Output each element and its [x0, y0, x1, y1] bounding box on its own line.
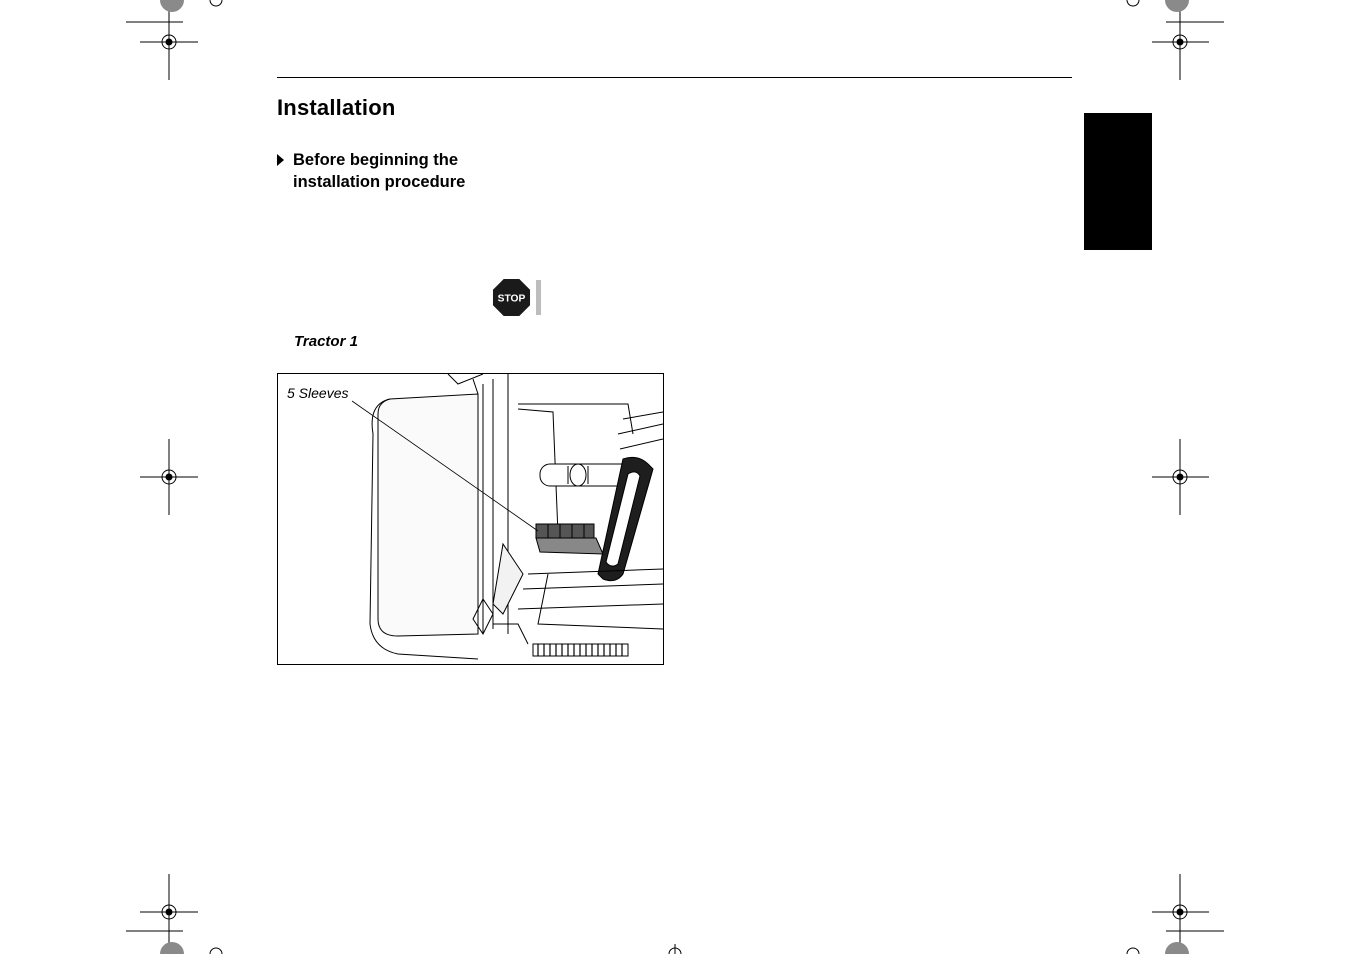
stop-sign-icon [492, 278, 531, 317]
warning-bar [536, 280, 541, 315]
header-rule [277, 77, 1072, 78]
section-heading-text: Before beginning the installation procedure [293, 151, 466, 191]
triangle-right-icon [277, 154, 284, 166]
printer-drawing [278, 374, 663, 664]
sleeves-callout: 5 Sleeves [287, 385, 349, 401]
tractor-illustration [277, 373, 664, 665]
page-title: Installation [277, 95, 396, 120]
chapter-tab [1084, 113, 1152, 250]
stop-sign-label: STOP [497, 293, 526, 305]
figure-caption: Tractor 1 [294, 333, 358, 350]
